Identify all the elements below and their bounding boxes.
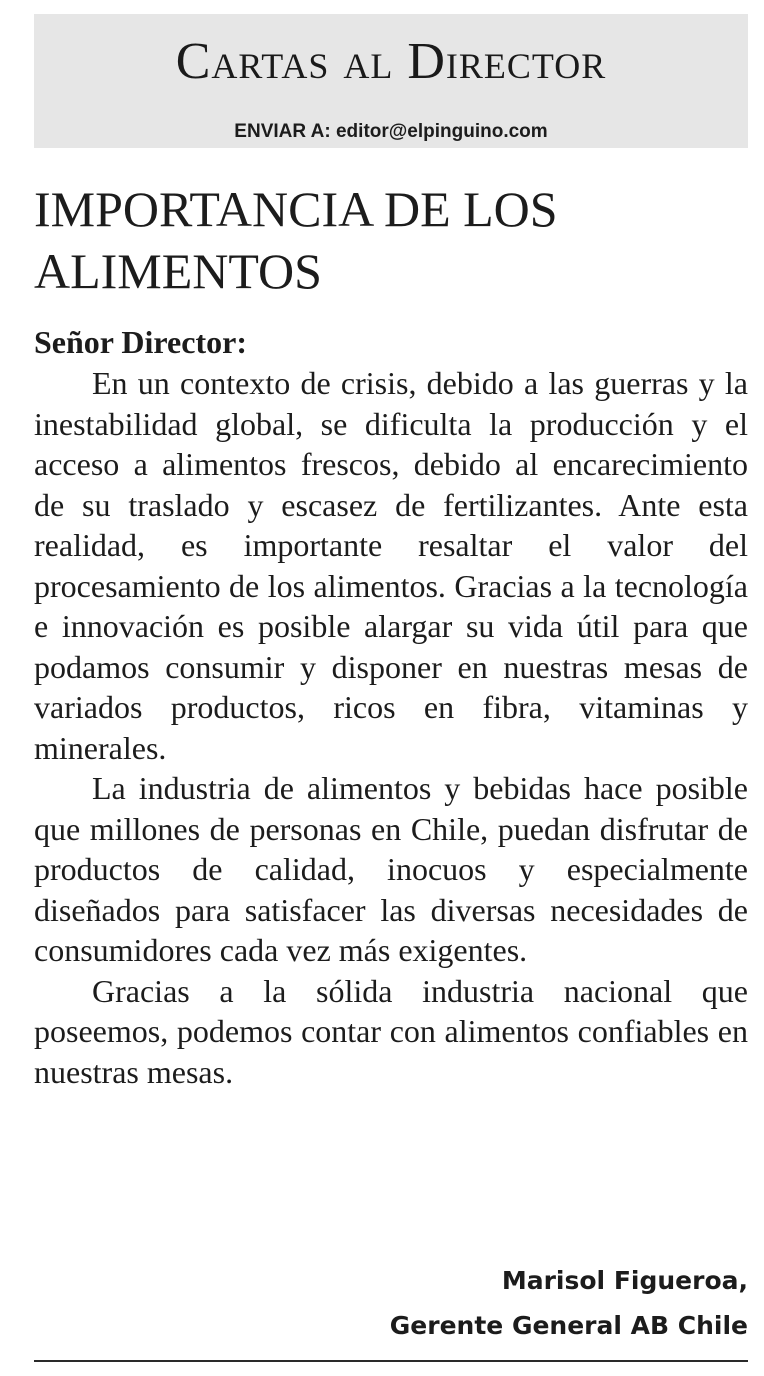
- submission-email: ENVIAR A: editor@elpinguino.com: [234, 121, 548, 142]
- letter-paragraph: La industria de alimentos y bebidas hace posible que millones de personas en Chile, puedan disfrutar de productos de calidad, inocuos y especialmente diseñados para satisfacer las diversas necesidades de consumidores cada vez más exigentes.: [34, 770, 748, 968]
- letter-paragraph: Gracias a la sólida industria nacional que poseemos, podemos contar con alimentos confiables en nuestras mesas.: [34, 972, 748, 1090]
- signature-name: Marisol Figueroa,: [501, 1266, 748, 1295]
- bottom-divider: [34, 1360, 748, 1362]
- signature-role: Gerente General AB Chile: [389, 1311, 748, 1340]
- letter-body: [34, 363, 748, 1092]
- section-title: Cartas al Director: [175, 33, 607, 90]
- letter-salutation: Señor Director:: [34, 324, 247, 360]
- section-masthead: [34, 14, 748, 148]
- letter-headline: IMPORTANCIA DE LOS ALIMENTOS: [34, 181, 558, 299]
- letter-paragraph: En un contexto de crisis, debido a las guerras y la inestabilidad global, se dificulta la producción y el acceso a alimentos frescos, debido al encarecimiento de su traslado y escasez de fertilizantes. Ante esta realidad, es importante resaltar el valor del procesamiento de los alimentos. Gracias a la tecnología e innovación es posible alargar su vida útil para que podamos consumir y disponer en nuestras mesas de variados productos, ricos en fibra, vitaminas y minerales.: [34, 365, 748, 766]
- letter-signature: [390, 1258, 748, 1348]
